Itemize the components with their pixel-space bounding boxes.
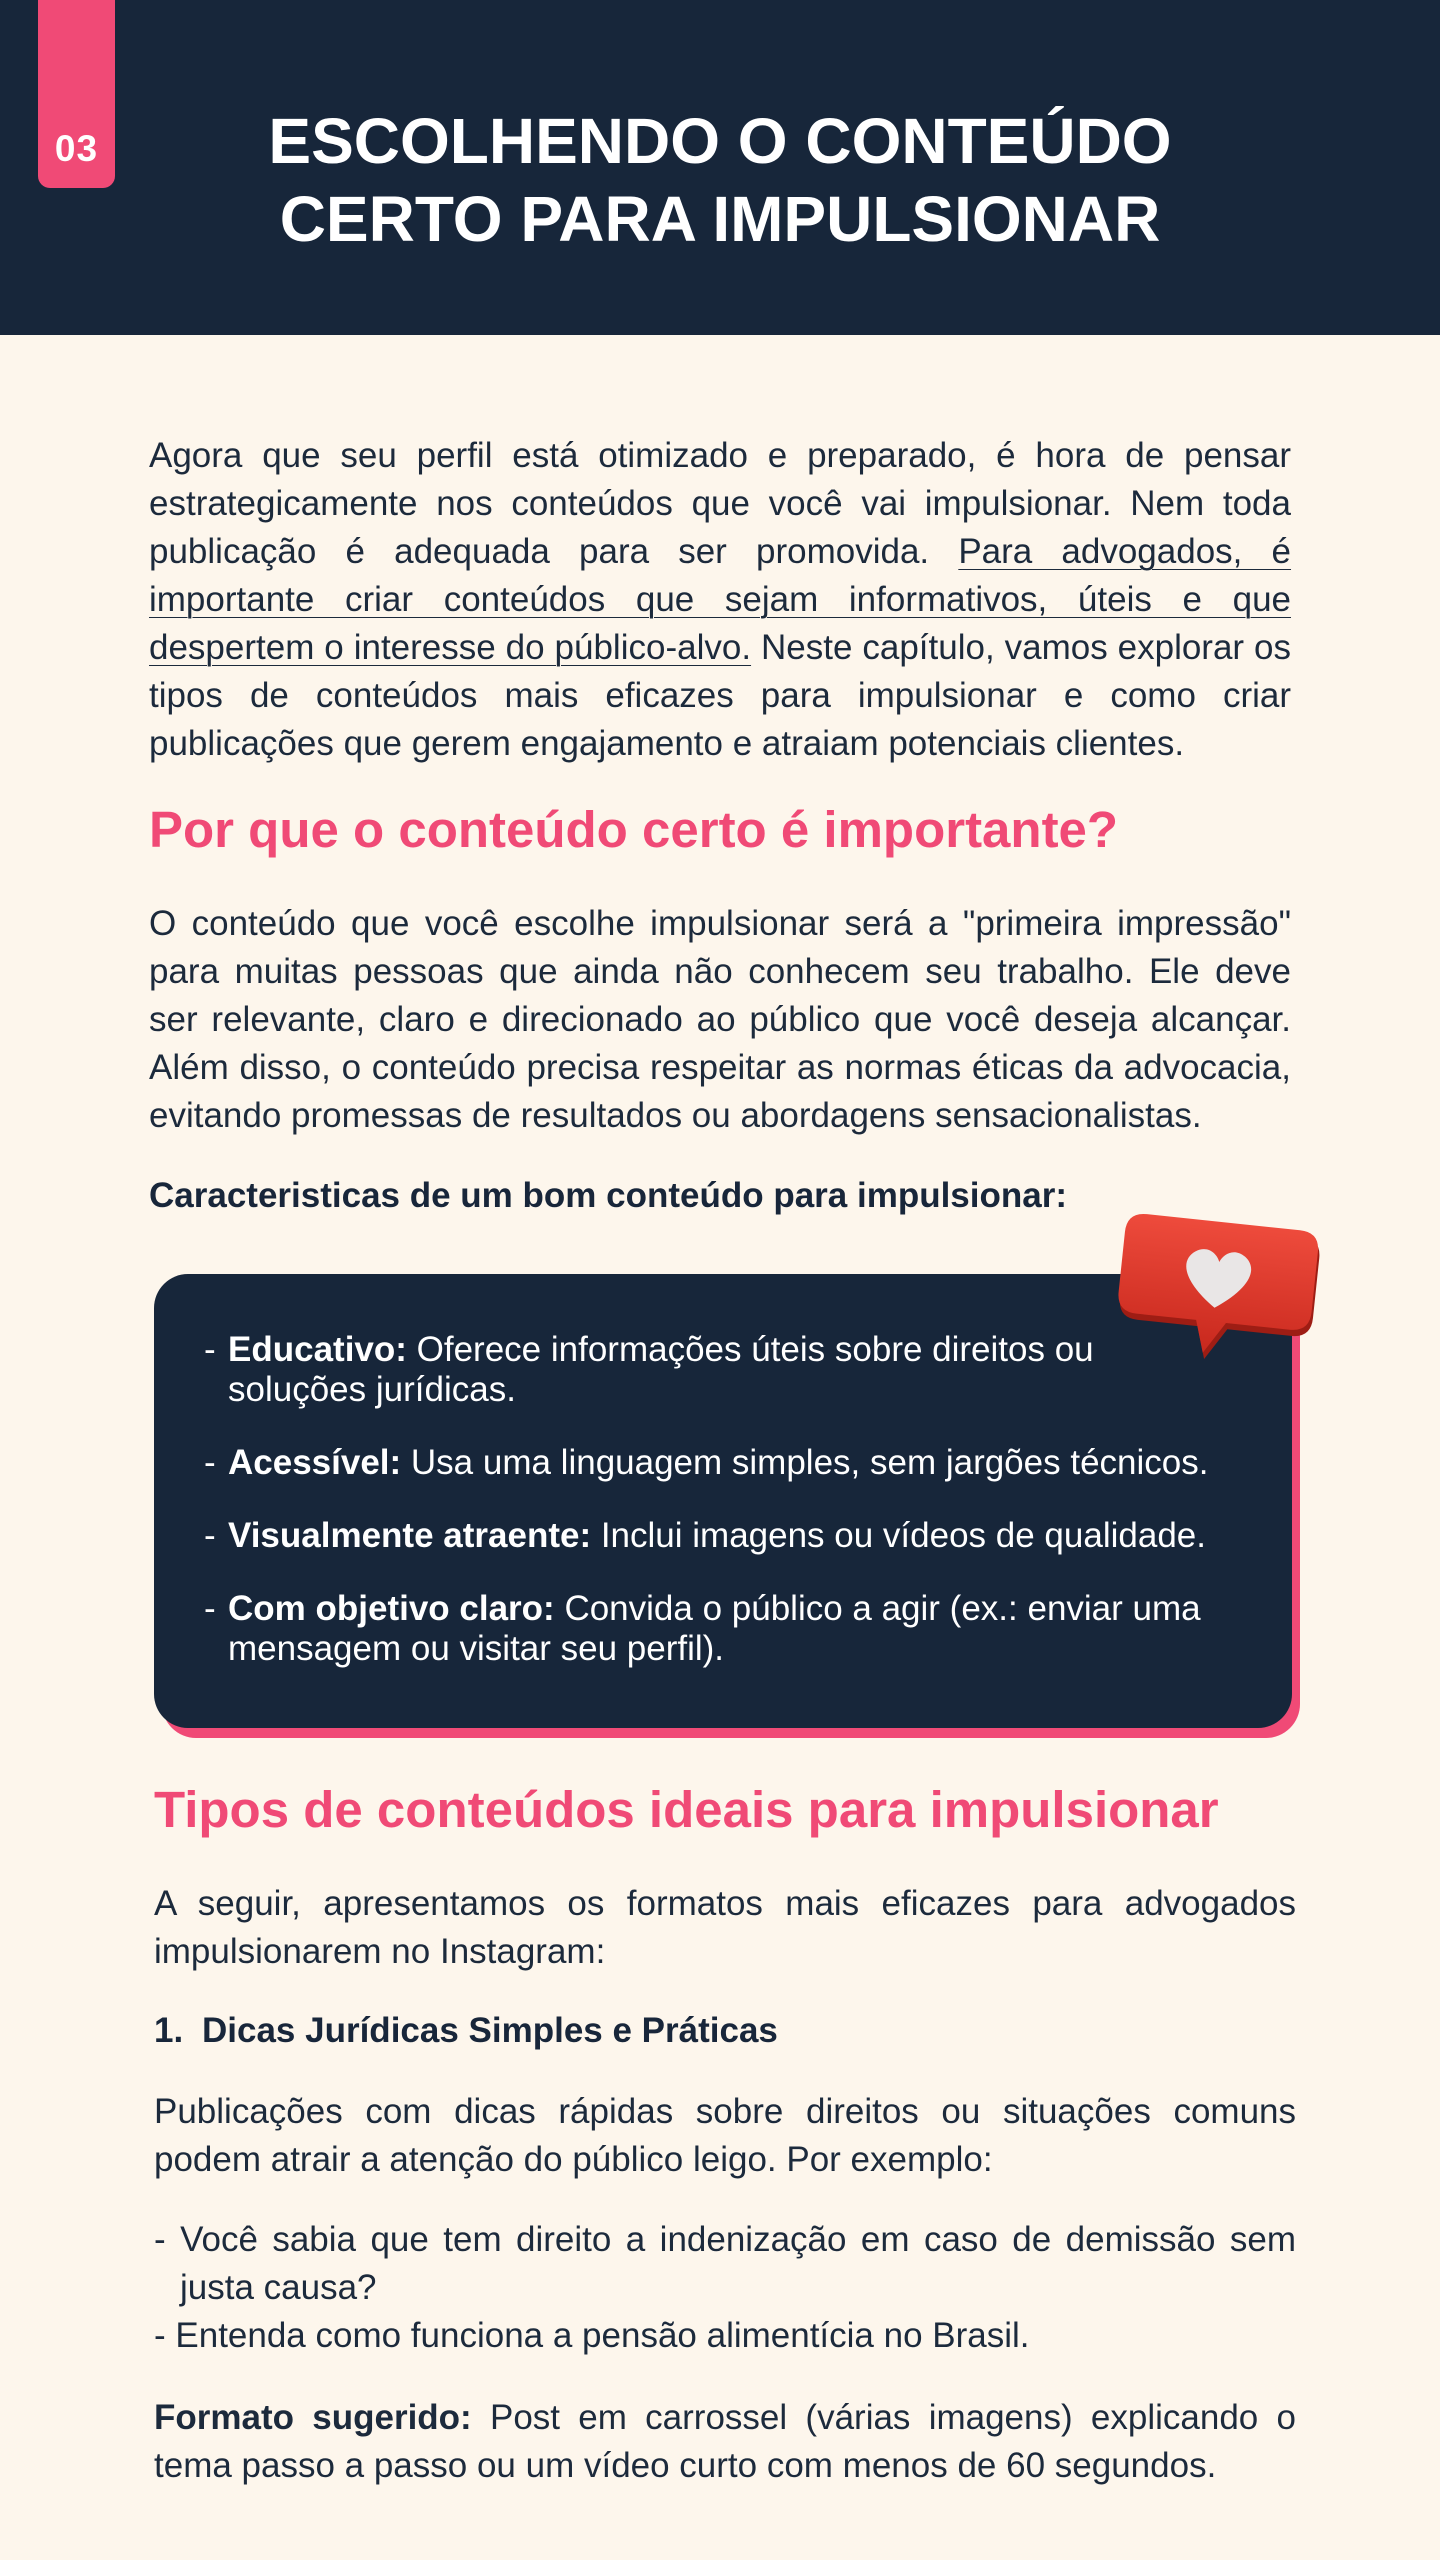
characteristic-label: Visualmente atraente: bbox=[228, 1516, 592, 1555]
section-types-intro: A seguir, apresentamos os formatos mais eficazes para advogados impulsionarem no Instagram: bbox=[154, 1884, 1296, 1971]
content-type-item-number: 1. bbox=[154, 2011, 184, 2050]
list-dash: - bbox=[204, 1330, 216, 1369]
section-why-paragraph: O conteúdo que você escolhe impulsionar será a "primeira impressão" para muitas pessoas que ainda não conhecem seu trabalho. Ele deve ser relevante, claro e direcionado ao público que você deseja alcançar. Além disso, o conteúdo precisa respeitar as normas éticas da advocacia, evitando promessas de resultados ou abordagens sensacionalistas. bbox=[149, 904, 1291, 1135]
example-item: - Entenda como funciona a pensão alimentícia no Brasil. bbox=[154, 2316, 1030, 2355]
characteristic-label: Educativo: bbox=[228, 1330, 407, 1369]
intro-text-part-2: Neste capítulo, vamos explorar os tipos de conteúdos mais eficazes para impulsionar e como criar publicações que gerem engajamento e atraiam potenciais clientes. bbox=[149, 628, 1291, 763]
content-type-item-title bbox=[154, 2011, 1296, 2051]
suggested-format-paragraph bbox=[154, 2394, 1296, 2490]
intro-text-part-1: Agora que seu perfil está otimizado e preparado, é hora de pensar estrategicamente nos conteúdos que você vai impulsionar. Nem toda publicação é adequada para ser promovida. bbox=[149, 436, 1291, 571]
list-dash: - bbox=[204, 1589, 216, 1628]
content-type-item-paragraph: Publicações com dicas rápidas sobre direitos ou situações comuns podem atrair a atenção do público leigo. Por exemplo: bbox=[154, 2092, 1296, 2179]
characteristic-text: Usa uma linguagem simples, sem jargões técnicos. bbox=[401, 1443, 1209, 1482]
section-heading-types: Tipos de conteúdos ideais para impulsionar bbox=[154, 1781, 1219, 1838]
characteristic-item-educativo bbox=[204, 1330, 1232, 1410]
list-dash: - bbox=[204, 1443, 216, 1482]
characteristic-text: Inclui imagens ou vídeos de qualidade. bbox=[591, 1516, 1206, 1555]
characteristics-subheading: Caracteristicas de um bom conteúdo para impulsionar: bbox=[149, 1176, 1067, 1215]
example-item: - Você sabia que tem direito a indenização em caso de demissão sem justa causa? bbox=[154, 2220, 1296, 2307]
characteristic-item-visual bbox=[204, 1516, 1232, 1556]
page-title-line-2: CERTO PARA IMPULSIONAR bbox=[279, 183, 1161, 255]
suggested-format-label: Formato sugerido: bbox=[154, 2398, 472, 2437]
page-title bbox=[230, 102, 1210, 258]
content-type-item-title-text: Dicas Jurídicas Simples e Práticas bbox=[202, 2011, 778, 2050]
intro-underlined-text: Para advogados, é importante criar conteúdos que sejam informativos, úteis e que despertem o interesse do público-alvo. bbox=[149, 532, 1292, 667]
chapter-number: 03 bbox=[54, 128, 99, 169]
intro-paragraph bbox=[149, 432, 1291, 768]
suggested-format-text: Post em carrossel (várias imagens) explicando o tema passo a passo ou um vídeo curto com menos de 60 segundos. bbox=[154, 2398, 1296, 2485]
chapter-number-badge bbox=[38, 0, 115, 188]
page-title-line-1: ESCOLHENDO O CONTEÚDO bbox=[268, 105, 1172, 177]
heart-chat-bubble-icon bbox=[1112, 1204, 1324, 1369]
section-heading-why: Por que o conteúdo certo é importante? bbox=[149, 801, 1119, 858]
characteristic-item-objetivo bbox=[204, 1589, 1232, 1669]
characteristic-label: Com objetivo claro: bbox=[228, 1589, 555, 1628]
header-banner bbox=[0, 0, 1440, 335]
characteristic-text: Convida o público a agir (ex.: enviar uma mensagem ou visitar seu perfil). bbox=[228, 1589, 1201, 1668]
characteristic-label: Acessível: bbox=[228, 1443, 402, 1482]
list-dash: - bbox=[204, 1516, 216, 1555]
characteristic-item-acessivel bbox=[204, 1443, 1232, 1483]
characteristic-text: Oferece informações úteis sobre direitos ou soluções jurídicas. bbox=[228, 1330, 1094, 1409]
examples-list bbox=[154, 2216, 1296, 2360]
